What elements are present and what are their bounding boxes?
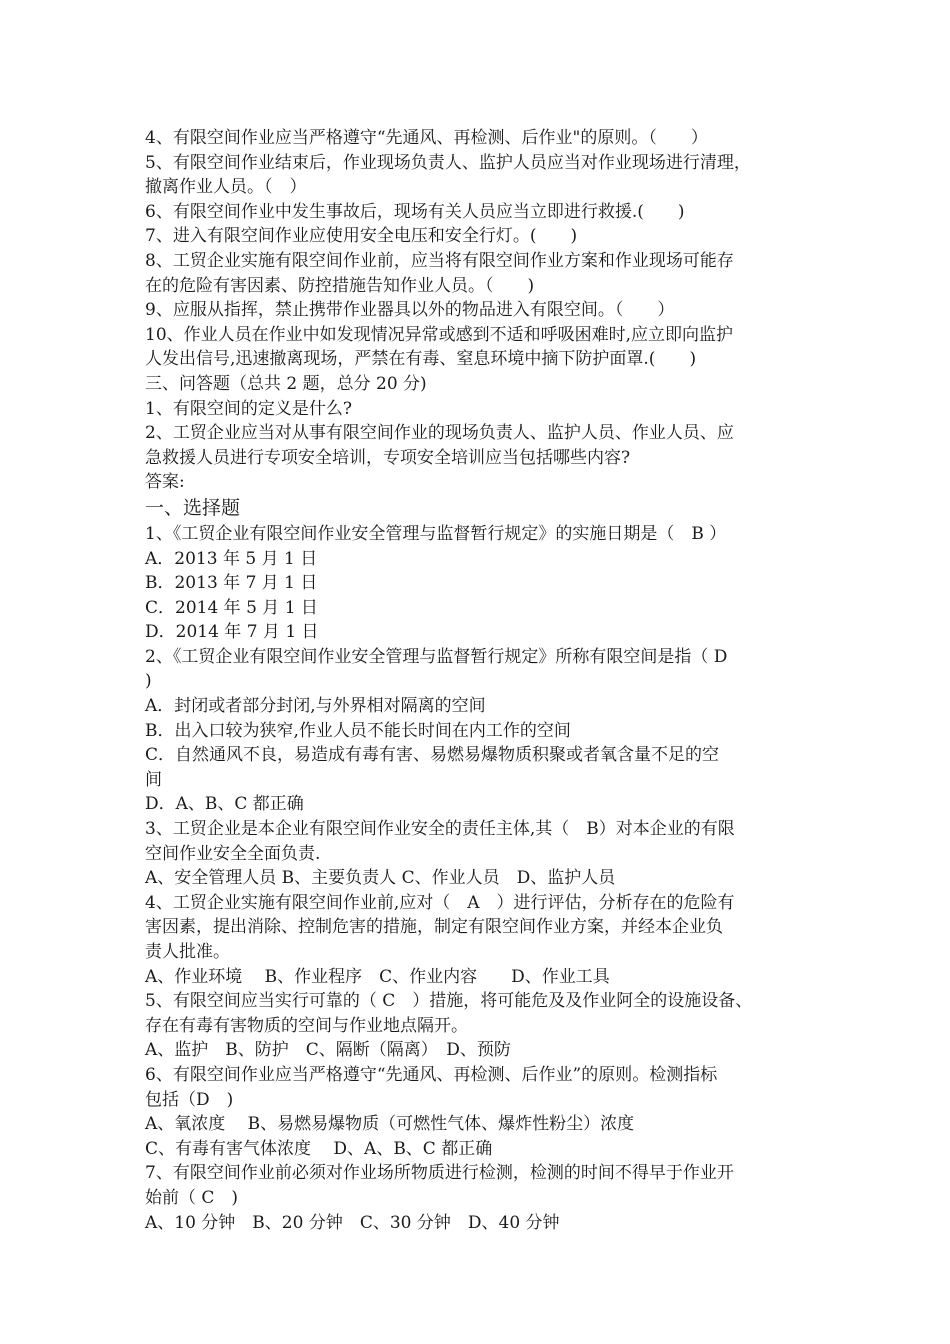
question-8-continuation: 在的危险有害因素、防控措施告知作业人员。（ ): [145, 275, 535, 296]
answer-2-option-c-continuation: 间: [145, 769, 162, 790]
answer-question-4-continuation: 害因素，提出消除、控制危害的措施，制定有限空间作业方案，并经本企业负: [145, 917, 723, 938]
answer-7-options: A、10 分钟 B、20 分钟 C、30 分钟 D、40 分钟: [145, 1212, 560, 1233]
answers-heading: 答案:: [145, 472, 185, 493]
answer-question-4: 4、工贸企业实施有限空间作业前,应对（ A ）进行评估，分析存在的危险有: [145, 892, 735, 913]
answer-1-option-b: B．2013 年 7 月 1 日: [145, 573, 318, 594]
answer-question-6-continuation: 包括（D ): [145, 1089, 234, 1110]
question-7-true-false: 7、进入有限空间作业应使用安全电压和安全行灯。( ): [145, 226, 578, 247]
answer-question-1: 1、《工贸企业有限空间作业安全管理与监督暂行规定》的实施日期是（ B ）: [145, 523, 727, 544]
answer-6-options-cd: C、有毒有害气体浓度 D、A、B、C 都正确: [145, 1138, 493, 1159]
answer-question-7-continuation: 始前（ C ): [145, 1187, 239, 1208]
answer-1-option-a: A．2013 年 5 月 1 日: [145, 548, 318, 569]
answer-question-3: 3、工贸企业是本企业有限空间作业安全的责任主体,其（ B）对本企业的有限: [145, 819, 735, 840]
essay-question-1: 1、有限空间的定义是什么?: [145, 398, 352, 419]
question-10-continuation: 人发出信号,迅速撤离现场，严禁在有毒、窒息环境中摘下防护面罩.( ): [145, 349, 697, 370]
section-1-heading: 一、选择题: [145, 496, 241, 519]
essay-question-2-continuation: 急救援人员进行专项安全培训，专项安全培训应当包括哪些内容?: [145, 447, 631, 468]
answer-question-2-continuation: ): [145, 671, 152, 692]
answer-question-5-continuation: 存在有毒有害物质的空间与作业地点隔开。: [145, 1015, 468, 1036]
question-10-true-false: 10、作业人员在作业中如发现情况异常或感到不适和呼吸困难时,应立即向监护: [145, 324, 734, 345]
question-5-true-false: 5、有限空间作业结束后，作业现场负责人、监护人员应当对作业现场进行清理，: [145, 152, 751, 173]
answer-2-option-a: A．封闭或者部分封闭,与外界相对隔离的空间: [145, 696, 486, 717]
answer-4-options: A、作业环境 B、作业程序 C、作业内容 D、作业工具: [145, 966, 610, 987]
question-8-true-false: 8、工贸企业实施有限空间作业前，应当将有限空间作业方案和作业现场可能存: [145, 250, 734, 271]
answer-question-3-continuation: 空间作业安全全面负责.: [145, 843, 321, 864]
answer-question-7: 7、有限空间作业前必须对作业场所物质进行检测，检测的时间不得早于作业开: [145, 1163, 734, 1184]
question-9-true-false: 9、应服从指挥，禁止携带作业器具以外的物品进入有限空间。（ ）: [145, 300, 675, 321]
section-3-heading: 三、问答题（总共 2 题，总分 20 分): [145, 373, 427, 394]
answer-question-5: 5、有限空间应当实行可靠的（ C ）措施，将可能危及及作业阿全的设施设备、: [145, 991, 753, 1012]
answer-2-option-d: D．A、B、C 都正确: [145, 794, 304, 815]
answer-2-option-b: B．出入口较为狭窄,作业人员不能长时间在内工作的空间: [145, 720, 571, 741]
answer-1-option-c: C．2014 年 5 月 1 日: [145, 597, 318, 618]
document-body: [145, 126, 823, 1235]
answer-6-options-ab: A、氧浓度 B、易燃易爆物质（可燃性气体、爆炸性粉尘）浓度: [145, 1114, 635, 1135]
question-6-true-false: 6、有限空间作业中发生事故后，现场有关人员应当立即进行救援.( ): [145, 201, 685, 222]
answer-question-2: 2、《工贸企业有限空间作业安全管理与监督暂行规定》所称有限空间是指（ D: [145, 646, 728, 667]
answer-question-4-continuation-2: 责人批准。: [145, 942, 230, 962]
answer-3-options: A、安全管理人员 B、主要负责人 C、作业人员 D、监护人员: [145, 868, 616, 889]
answer-5-options: A、监护 B、防护 C、隔断（隔离） D、预防: [145, 1040, 511, 1061]
essay-question-2: 2、工贸企业应当对从事有限空间作业的现场负责人、监护人员、作业人员、应: [145, 423, 734, 444]
answer-1-option-d: D．2014 年 7 月 1 日: [145, 622, 319, 643]
question-4-true-false: 4、有限空间作业应当严格遵守“先通风、再检测、后作业"的原则。（ ）: [145, 128, 708, 148]
answer-2-option-c: C．自然通风不良，易造成有毒有害、易燃易爆物质积聚或者氧含量不足的空: [145, 745, 720, 766]
question-5-continuation: 撤离作业人员。（ ）: [145, 177, 307, 198]
answer-question-6: 6、有限空间作业应当严格遵守“先通风、再检测、后作业”的原则。检测指标: [145, 1064, 718, 1085]
